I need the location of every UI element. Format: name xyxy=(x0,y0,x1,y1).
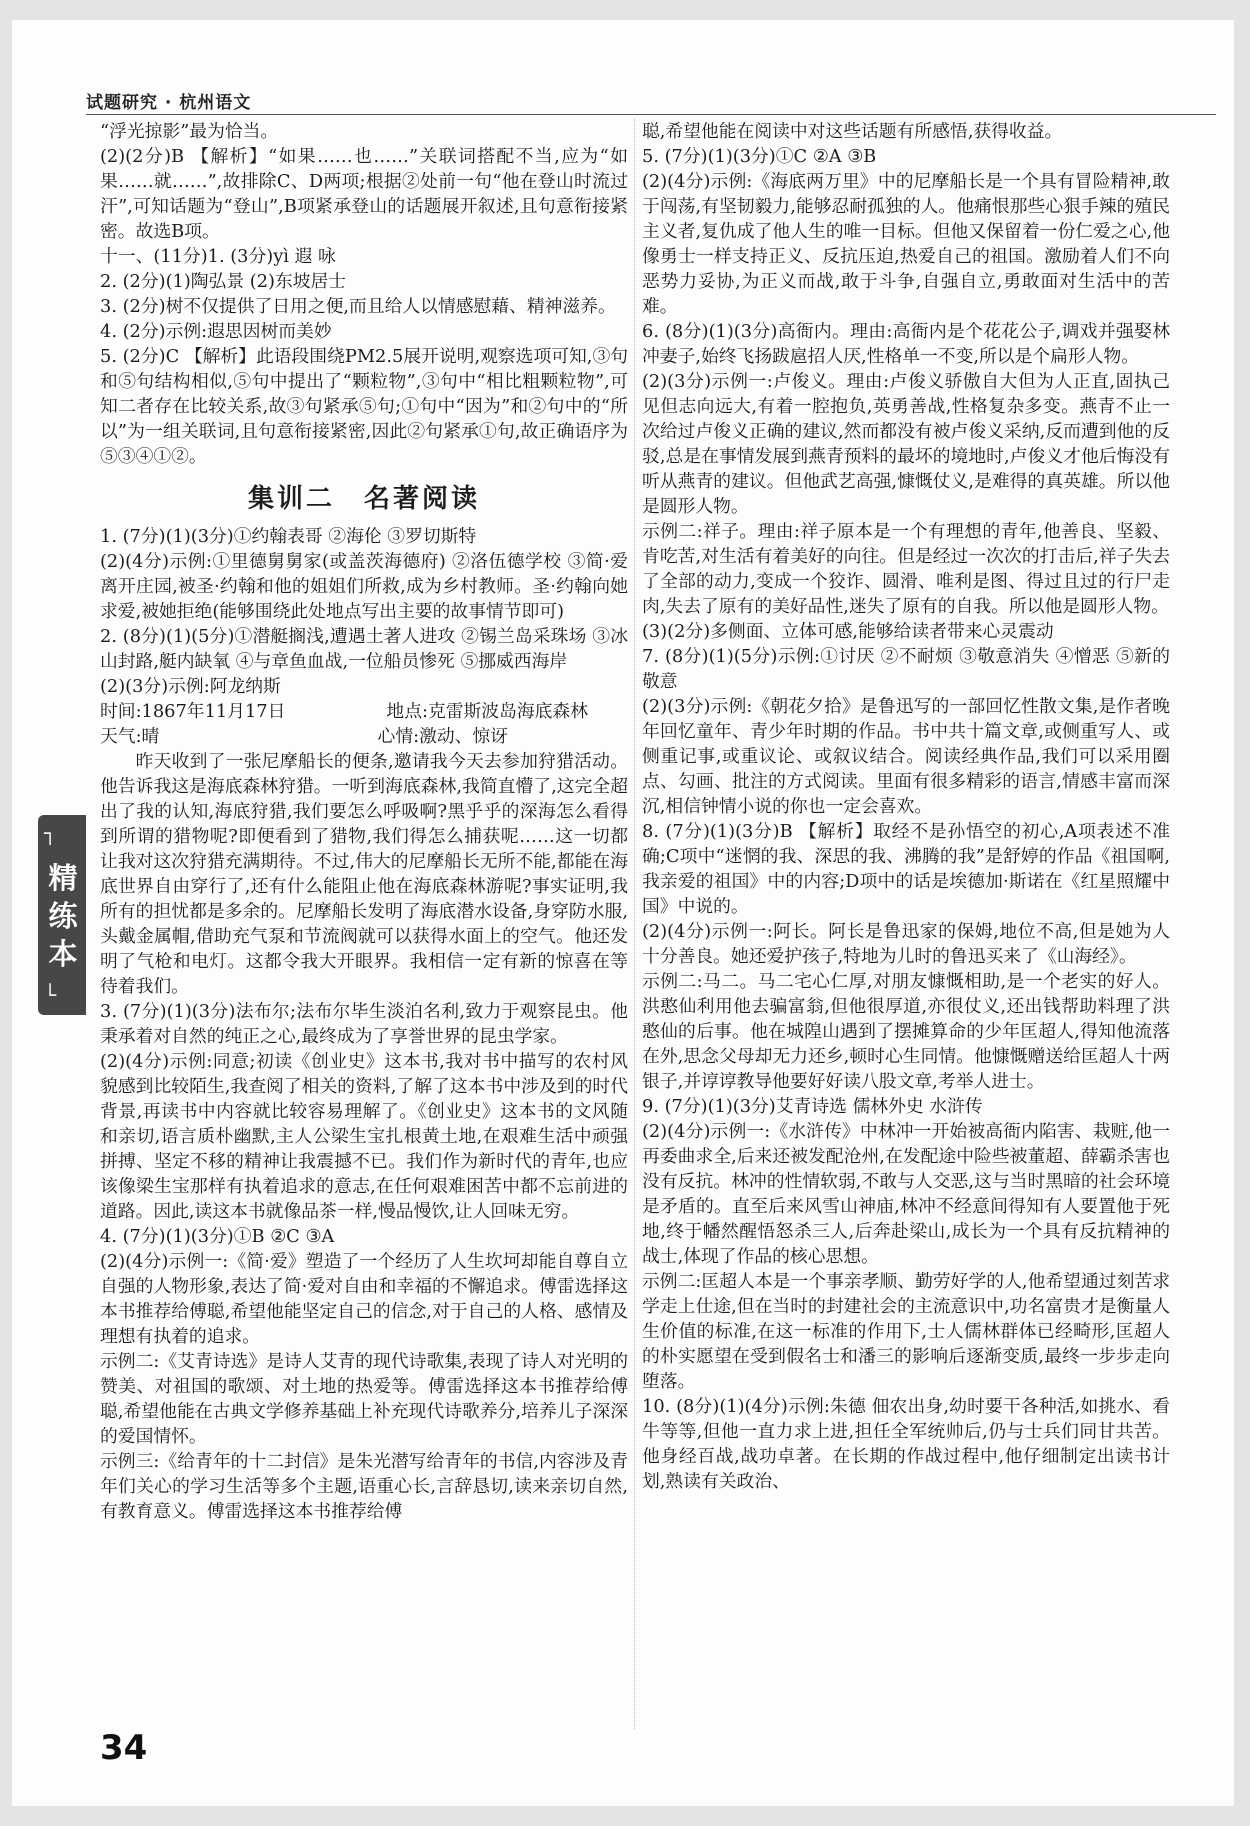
text-line: “浮光掠影”最为恰当。 xyxy=(100,121,279,142)
page-number: 34 xyxy=(100,1728,148,1768)
answer-paragraph: 9. (7分)(1)(3分)艾青诗选 儒林外史 水浒传 xyxy=(642,1096,983,1117)
answer-paragraph: 4. (7分)(1)(3分)①B ②C ③A xyxy=(100,1226,335,1247)
header-rule xyxy=(86,114,1216,115)
answer-paragraph: 示例二:祥子。理由:祥子原本是一个有理想的青年,他善良、坚毅、肯吃苦,对生活有着美好的向往。但是经过一次次的打击后,祥子失去了全部的动力,变成一个狡诈、圆滑、唯利是图、得过且过的行尸走肉,失去了原有的美好品性,迷失了原有的自我。所以他是圆形人物。 xyxy=(642,521,1170,617)
answer-paragraph: 5. (7分)(1)(3分)①C ②A ③B xyxy=(642,146,877,167)
diary-time: 时间:1867年11月17日 xyxy=(100,701,286,722)
answer-paragraph: (2)(4分)示例一:阿长。阿长是鲁迅家的保姆,地位不高,但是她为人十分善良。她还爱护孩子,特地为儿时的鲁迅买来了《山海经》。 xyxy=(642,921,1170,967)
diary-place: 地点:克雷斯波岛海底森林 xyxy=(386,701,588,722)
answer-paragraph: (2)(3分)示例一:卢俊义。理由:卢俊义骄傲自大但为人正直,固执己见但志向远大,有着一腔抱负,英勇善战,性格复杂多变。燕青不止一次给过卢俊义正确的建议,然而都没有被卢俊义采纳,反而遭到他的反驳,总是在事情发展到燕青预料的最坏的境地时,卢俊义才他后悔没有听从燕青的建议。但他武艺高强,慷慨仗义,是难得的真英雄。所以他是圆形人物。 xyxy=(642,371,1170,517)
answer-paragraph: 4. (2分)示例:遐思因树而美妙 xyxy=(100,321,332,342)
answer-paragraph: 1. (7分)(1)(3分)①约翰表哥 ②海伦 ③罗切斯特 xyxy=(100,526,477,547)
diary-head-row-2 xyxy=(100,724,628,749)
answer-paragraph: (3)(2分)多侧面、立体可感,能够给读者带来心灵震动 xyxy=(642,621,1054,642)
answer-paragraph: 2. (2分)(1)陶弘景 (2)东坡居士 xyxy=(100,271,347,292)
answer-paragraph: 3. (7分)(1)(3分)法布尔;法布尔毕生淡泊名利,致力于观察昆虫。他秉承着对自然的纯正之心,最终成为了享誉世界的昆虫学家。 xyxy=(100,1001,628,1047)
answer-paragraph: 7. (8分)(1)(5分)示例:①讨厌 ②不耐烦 ③敬意消失 ④憎恶 ⑤新的敬意 xyxy=(642,646,1170,692)
side-tab-label: 精练本 xyxy=(48,861,78,971)
answer-paragraph: (2)(2分)B 【解析】“如果……也……”关联词搭配不当,应为“如果……就……”,故排除C、D两项;根据②处前一句“他在登山时流过汗”,可知话题为“登山”,B项紧承登山的话题展开叙述,且句意衔接紧密。故选B项。 xyxy=(100,146,628,242)
diary-mood: 心情:激动、惊讶 xyxy=(377,726,508,747)
answer-paragraph: (2)(4分)示例:同意;初读《创业史》这本书,我对书中描写的农村风貌感到比较陌生,我查阅了相关的资料,了解了这本书中涉及到的时代背景,再读书中内容就比较容易理解了。《创业史》这本书的文风随和亲切,语言质朴幽默,主人公梁生宝扎根黄土地,在艰难生活中顽强拼搏、坚定不移的精神让我震撼不已。我们作为新时代的青年,也应该像梁生宝那样有执着追求的意志,在任何艰难困苦中都不忘前进的道路。因此,读这本书就像品茶一样,慢品慢饮,让人回味无穷。 xyxy=(100,1051,628,1222)
answer-paragraph: 10. (8分)(1)(4分)示例:朱德 佃农出身,幼时要干各种活,如挑水、看牛等等,但他一直力求上进,担任全军统帅后,仍与士兵们同甘共苦。他身经百战,战功卓著。在长期的作战过程中,他仔细制定出读书计划,熟读有关政治、 xyxy=(642,1396,1170,1492)
diary-weather: 天气:晴 xyxy=(100,726,160,747)
answer-paragraph: 十一、(11分)1. (3分)yì 遐 咏 xyxy=(100,246,336,267)
answer-paragraph: 6. (8分)(1)(3分)高衙内。理由:高衙内是个花花公子,调戏并强娶林冲妻子,始终飞扬跋扈招人厌,性格单一不变,所以是个扁形人物。 xyxy=(642,321,1170,367)
section-title: 集训二 名著阅读 xyxy=(247,484,480,514)
answer-paragraph: (2)(3分)示例:《朝花夕拾》是鲁迅写的一部回忆性散文集,是作者晚年回忆童年、青少年时期的作品。书中共十篇文章,或侧重写人、或侧重记事,或重议论、或叙议结合。阅读经典作品,我们可以采用圈点、勾画、批注的方式阅读。里面有很多精彩的语言,情感丰富而深沉,相信钟情小说的你也一定会喜欢。 xyxy=(642,696,1170,817)
bracket-bottom-icon: └ xyxy=(44,983,57,1007)
answer-paragraph: 8. (7分)(1)(3分)B 【解析】取经不是孙悟空的初心,A项表述不准确;C项中“迷惘的我、深思的我、沸腾的我”是舒婷的作品《祖国啊,我亲爱的祖国》中的内容;D项中的话是埃德加·斯诺在《红星照耀中国》中说的。 xyxy=(642,821,1170,917)
bracket-top-icon: ┐ xyxy=(44,821,57,845)
answer-paragraph: 示例二:《艾青诗选》是诗人艾青的现代诗歌集,表现了诗人对光明的赞美、对祖国的歌颂、对土地的热爱等。傅雷选择这本书推荐给傅聪,希望他能在古典文学修养基础上补充现代诗歌养分,培养儿子深深的爱国情怀。 xyxy=(100,1351,628,1447)
left-column xyxy=(100,119,628,1524)
answer-paragraph: 示例三:《给青年的十二封信》是朱光潜写给青年的书信,内容涉及青年们关心的学习生活等多个主题,语重心长,言辞恳切,读来亲切自然,有教育意义。傅雷选择这本书推荐给傅 xyxy=(100,1451,628,1522)
column-divider xyxy=(634,119,635,1729)
side-tab xyxy=(38,815,86,1015)
page-header: 试题研究 · 杭州语文 xyxy=(86,93,252,113)
answer-paragraph: 示例二:马二。马二宅心仁厚,对朋友慷慨相助,是一个老实的好人。洪憨仙利用他去骗富翁,但他很厚道,亦很仗义,还出钱帮助料理了洪憨仙的后事。他在城隍山遇到了摆摊算命的少年匡超人,得知他流落在外,思念父母却无力还乡,顿时心生同情。他慷慨赠送给匡超人十两银子,并谆谆教导他要好好读八股文章,考举人进士。 xyxy=(642,971,1170,1092)
answer-paragraph: (2)(4分)示例:①里德舅舅家(或盖茨海德府) ②洛伍德学校 ③简·爱离开庄园,被圣·约翰和他的姐姐们所救,成为乡村教师。圣·约翰向她求爱,被她拒绝(能够围绕此处地点写出主要的故事情节即可) xyxy=(100,551,628,622)
answer-paragraph: 示例二:匡超人本是一个事亲孝顺、勤劳好学的人,他希望通过刻苦求学走上仕途,但在当时的封建社会的主流意识中,功名富贵才是衡量人生价值的标准,在这一标准的作用下,士人儒林群体已经畸形,匡超人的朴实愿望在受到假名士和潘三的影响后逐渐变质,最终一步步走向堕落。 xyxy=(642,1271,1170,1392)
answer-paragraph: 聪,希望他能在阅读中对这些话题有所感悟,获得收益。 xyxy=(642,121,1063,142)
right-column xyxy=(642,119,1170,1494)
answer-paragraph: 5. (2分)C 【解析】此语段围绕PM2.5展开说明,观察选项可知,③句和⑤句结构相似,⑤句中提出了“颗粒物”,③句中“相比粗颗粒物”,可知二者存在比较关系,故③句紧承⑤句;①句中“因为”和②句中的“所以”为一组关联词,且句意衔接紧密,因此②句紧承①句,故正确语序为⑤③④①②。 xyxy=(100,346,629,467)
diary-body: 昨天收到了一张尼摩船长的便条,邀请我今天去参加狩猎活动。他告诉我这是海底森林狩猎。一听到海底森林,我简直懵了,这完全超出了我的认知,海底狩猎,我们要怎么呼吸啊?黑乎乎的深海怎么看得到所谓的猎物呢?即便看到了猎物,我们得怎么捕获呢……这一切都让我对这次狩猎充满期待。不过,伟大的尼摩船长无所不能,都能在海底世界自由穿行了,还有什么能阻止他在海底森林游呢?事实证明,我所有的担忧都是多余的。尼摩船长发明了海底潜水设备,身穿防水服,头戴金属帽,借助充气泵和节流阀就可以获得水面上的空气。他还发明了气枪和电灯。这都令我大开眼界。我相信一定有新的惊喜在等待着我们。 xyxy=(100,751,628,997)
answer-paragraph: 2. (8分)(1)(5分)①潜艇搁浅,遭遇土著人进攻 ②锡兰岛采珠场 ③冰山封路,艇内缺氧 ④与章鱼血战,一位船员惨死 ⑤挪威西海岸 xyxy=(100,626,628,672)
answer-paragraph: (2)(4分)示例一:《简·爱》塑造了一个经历了人生坎坷却能自尊自立自强的人物形象,表达了简·爱对自由和幸福的不懈追求。傅雷选择这本书推荐给傅聪,希望他能坚定自己的信念,对于自己的人格、感情及理想有执着的追求。 xyxy=(100,1251,628,1347)
answer-paragraph: (2)(4分)示例一:《水浒传》中林冲一开始被高衙内陷害、栽赃,他一再委曲求全,后来还被发配沧州,在发配途中险些被董超、薛霸杀害也没有反抗。林冲的性情软弱,不敢与人交恶,这与当时黑暗的社会环境是矛盾的。直至后来风雪山神庙,林冲不经意间得知有人要置他于死地,终于幡然醒悟怒杀三人,后奔赴梁山,成长为一个具有反抗精神的战士,体现了作品的核心思想。 xyxy=(642,1121,1170,1267)
diary-head-row-1 xyxy=(100,699,628,724)
answer-paragraph: (2)(4分)示例:《海底两万里》中的尼摩船长是一个具有冒险精神,敢于闯荡,有坚韧毅力,能够忍耐孤独的人。他痛恨那些心狠手辣的殖民主义者,复仇成了他人生的唯一目标。但他又保留着一份仁爱之心,他像勇士一样支持正义、反抗压迫,热爱自己的祖国。激励着人们不向恶势力妥协,为正义而战,敢于斗争,自强自立,勇敢面对生活中的苦难。 xyxy=(642,171,1170,317)
answer-paragraph: 3. (2分)树不仅提供了日用之便,而且给人以情感慰藉、精神滋养。 xyxy=(100,296,616,317)
answer-paragraph: (2)(3分)示例:阿龙纳斯 xyxy=(100,676,281,697)
